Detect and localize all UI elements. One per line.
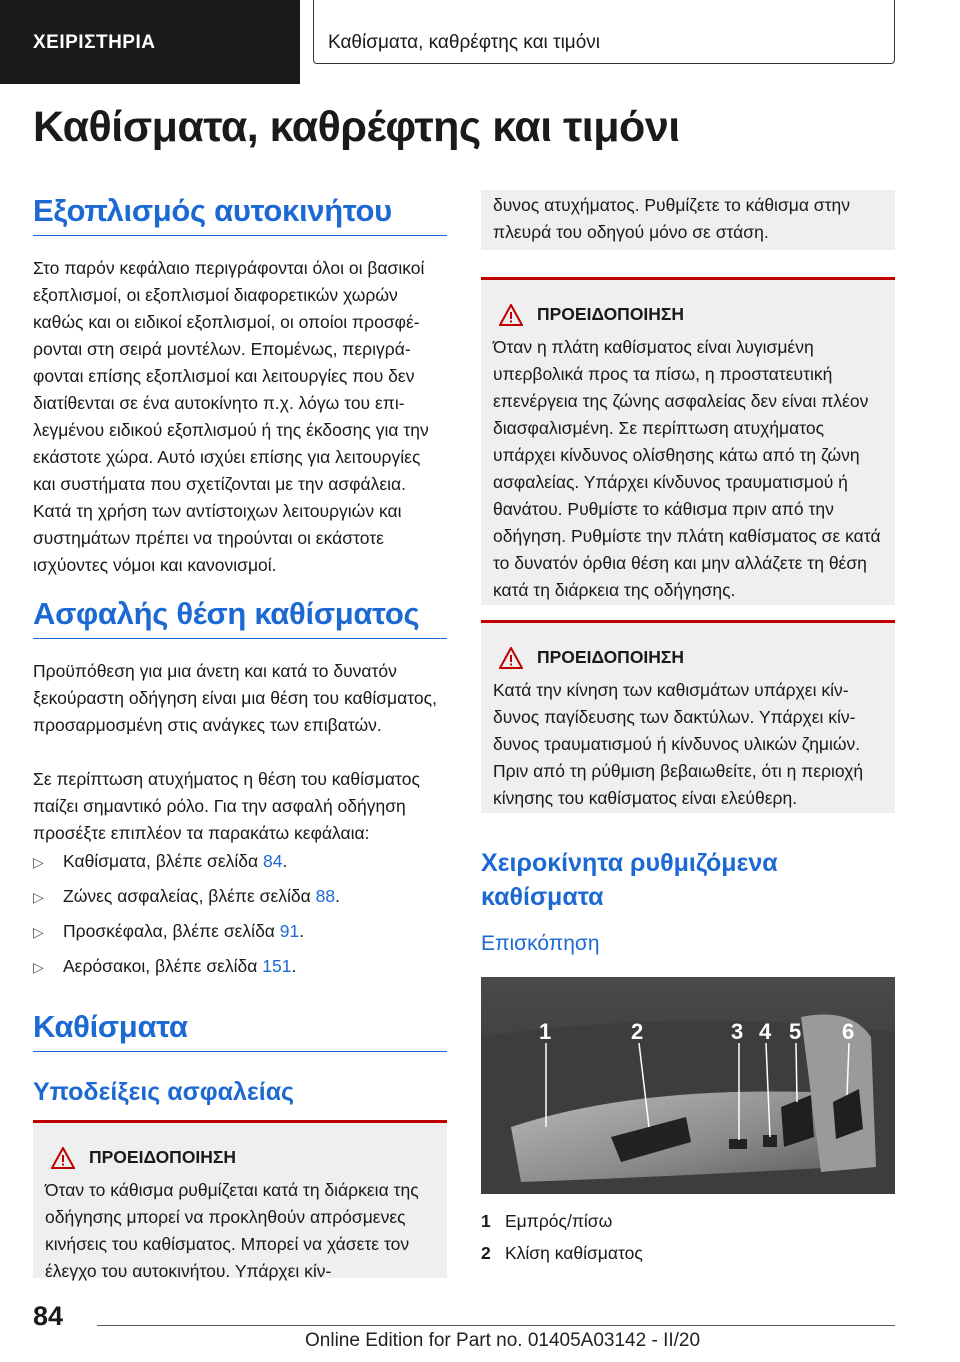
photo-label: 3 [731,1019,744,1044]
warning-label: ΠΡΟΕΙΔΟΠΟΙΗΣΗ [537,304,685,324]
photo-label: 1 [539,1019,552,1044]
warning-box-1 [33,1123,447,1281]
reference-list [33,848,447,988]
safety-notes-heading: Υποδείξεις ασφαλείας [33,1078,295,1106]
manual-seats-heading: Χειροκίνητα ρυθμιζόμενα καθίσματα [481,849,778,911]
page-link[interactable]: 88 [315,886,336,906]
footer-divider [97,1325,895,1326]
photo-legend [481,1208,895,1272]
seat-illustration [481,977,895,1194]
page-link[interactable]: 151 [262,956,292,976]
page-number: 84 [33,1301,64,1331]
header-section: ΧΕΙΡΙΣΤΗΡΙΑ [0,0,300,84]
warning-icon [499,304,523,326]
page-link[interactable]: 84 [263,851,283,871]
warning-icon [51,1147,75,1169]
warning-text: Όταν το κάθισμα ρυθμίζεται κατά τη διάρκεια της οδήγησης μπορεί να προκληθούν απρόσμενες κινήσεις του καθίσματος. Μπορεί να χάσετε τον έλεγχο του αυτοκινήτου. Υπάρχει κίν- [45,1180,419,1281]
list-item: ▷ Αερόσακοι, βλέπε σελίδα 151. [33,953,447,988]
page-title: Καθίσματα, καθρέφτης και τιμόνι [33,103,680,151]
warning-text: Κατά την κίνηση των καθισμάτων υπάρχει κίνδυνος παγίδευσης των δακτύλων. Υπάρχει κίνδυνος τραυματισμού ή κίνδυνος υλικών ζημιών. Πριν από τη ρύθμιση βεβαιωθείτε, ότι η περιοχή κίνησης του καθίσματος είναι ελεύθερη. [493,680,864,808]
legend-item: 2 Κλίση καθίσματος [481,1243,643,1263]
list-item: ▷ Ζώνες ασφαλείας, βλέπε σελίδα 88. [33,883,447,918]
triangle-bullet-icon: ▷ [33,924,44,940]
seats-heading: Καθίσματα [33,1009,447,1052]
footer-edition: Online Edition for Part no. 01405A03142 - II/20 [305,1330,701,1351]
warning-label: ΠΡΟΕΙΔΟΠΟΙΗΣΗ [537,647,685,667]
list-item: ▷ Προσκέφαλα, βλέπε σελίδα 91. [33,918,447,953]
photo-label: 6 [842,1019,855,1044]
warning-box-1-continued [481,190,895,250]
header-chapter: Καθίσματα, καθρέφτης και τιμόνι [313,0,895,64]
equipment-heading: Εξοπλισμός αυτοκινήτου [33,193,447,236]
warning-text: δυνος ατυχήματος. Ρυθμίζετε το κάθισμα στην πλευρά του οδηγού μόνο σε στάση. [493,195,850,242]
warning-icon [499,647,523,669]
equipment-text: Στο παρόν κεφάλαιο περιγράφονται όλοι οι βασικοί εξοπλισμοί, οι εξοπλισμοί διαφορετικών χωρών καθώς και οι ειδικοί εξοπλισμοί, οι οποίοι προσφέρονται στη σειρά μοντέλων. Επομένως, περιγράφονται επίσης εξοπλισμοί και λειτουργίες που δεν διατίθενται σε ένα αυτοκίνητο π.χ. λόγω του επιλεγμένου ειδικού εξοπλισμού ή της έκδοσης για την εκάστοτε χώρα. Αυτό ισχύει επίσης για λειτουργίες και συστήματα που σχετίζονται με την ασφάλεια. Κατά τη χρήση των αντίστοιχων λειτουργιών και συστημάτων πρέπει να τηρούνται οι εκάστοτε ισχύοντες νόμοι και κανονισμοί. [33,258,429,575]
photo-label: 5 [789,1019,802,1044]
warning-text: Όταν η πλάτη καθίσματος είναι λυγισμένη υπερβολικά προς τα πίσω, η προστατευτική επενέργεια της ζώνης ασφαλείας δεν είναι πλέον διασφαλισμένη. Σε περίπτωση ατυχήματος υπάρχει κίνδυνος ολίσθησης κάτω από τη ζώνη ασφαλείας. Υπάρχει κίνδυνος τραυματισμού ή θανάτου. Ρυθμίστε το κάθισμα πριν από την οδήγηση. Ρυθμίστε την πλάτη καθίσματος σε κατά το δυνατόν όρθια θέση και μην αλλάζετε τη θέση κατά τη διάρκεια της οδήγησης. [493,337,881,600]
safe-position-heading: Ασφαλής θέση καθίσματος [33,596,447,639]
seat-controls-photo [481,977,895,1194]
safe-position-text-2: Σε περίπτωση ατυχήματος η θέση του καθίσματος παίζει σημαντικό ρόλο. Για την ασφαλή οδήγηση προσέξτε επιπλέον τα παρακάτω κεφάλαια: [33,769,420,843]
photo-label: 2 [631,1019,644,1044]
warning-box-2 [481,280,895,605]
list-item: ▷ Καθίσματα, βλέπε σελίδα 84. [33,848,447,883]
overview-heading: Επισκόπηση [481,932,600,955]
triangle-bullet-icon: ▷ [33,889,44,905]
warning-label: ΠΡΟΕΙΔΟΠΟΙΗΣΗ [89,1147,237,1167]
safe-position-text-1: Προϋπόθεση για μια άνετη και κατά το δυνατόν ξεκούραστη οδήγηση είναι μια θέση του καθίσματος, προσαρμοσμένη στις ανάγκες των επιβατών. [33,661,437,735]
photo-label: 4 [759,1019,772,1044]
legend-item: 1 Εμπρός/πίσω [481,1211,613,1231]
page-link[interactable]: 91 [279,921,300,941]
triangle-bullet-icon: ▷ [33,959,44,975]
triangle-bullet-icon: ▷ [33,854,44,870]
warning-box-3 [481,623,895,813]
